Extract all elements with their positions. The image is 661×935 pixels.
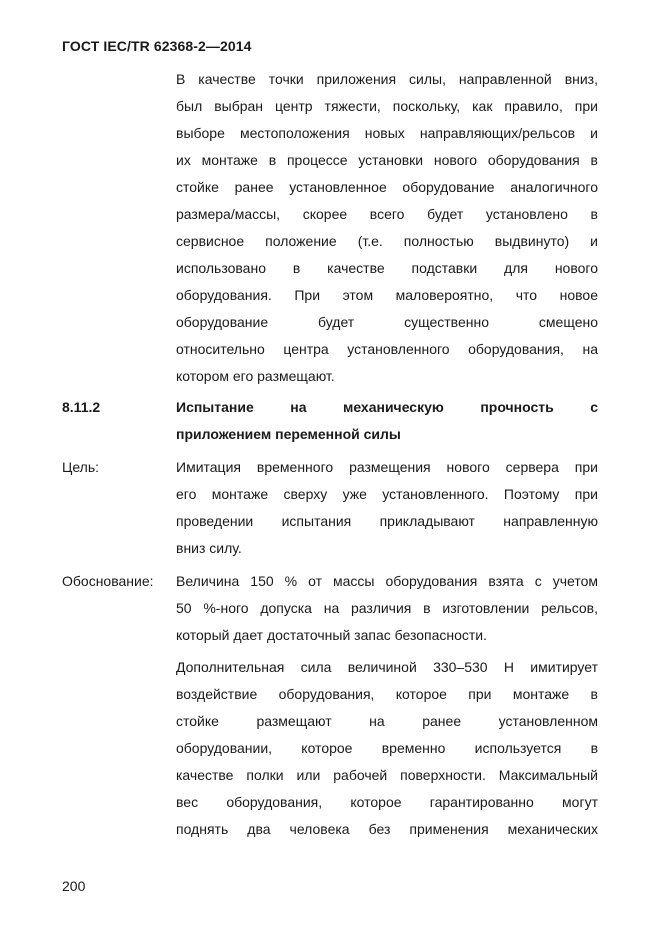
text-line: стойке размещают на ранее установленном [176,713,598,729]
section-title [176,394,598,448]
rationale-text [176,568,598,649]
text-line: был выбран центр тяжести, поскольку, как правило, при [176,98,598,114]
text-line: Величина 150 % от массы оборудования взята с учетом [176,573,598,589]
text-line: стойке ранее установленное оборудование аналогичного [176,179,598,195]
text-line: использовано в качестве подставки для нового [176,260,598,276]
text-line: Дополнительная сила величиной 330–530 Н имитирует [176,659,598,675]
text-line: его монтаже сверху уже установленного. Поэтому при [176,486,598,502]
text-line: сервисное положение (т.е. полностью выдвинуто) и [176,233,598,249]
rationale-label: Обоснование: [62,573,154,589]
section-number: 8.11.2 [62,399,101,415]
section-title-line: приложением переменной силы [176,426,401,442]
text-line: оборудовании, которое временно используется в [176,740,598,756]
text-line: Имитация временного размещения нового сервера при [176,459,598,475]
purpose-text [176,454,598,562]
text-line: поднять два человека без применения механических [176,821,598,837]
text-line: выборе местоположения новых направляющих/рельсов и [176,125,598,141]
text-line: вниз силу. [176,540,242,556]
text-line: относительно центра установленного оборудования, на [176,341,598,357]
text-line: размера/массы, скорее всего будет установлено в [176,206,598,222]
text-line: В качестве точки приложения силы, направленной вниз, [176,71,598,87]
text-line: их монтаже в процессе установки нового оборудования в [176,152,598,168]
text-line: котором его размещают. [176,368,335,384]
text-line: 50 %-ного допуска на различия в изготовлении рельсов, [176,600,598,616]
document-header: ГОСТ IEC/TR 62368-2—2014 [62,38,252,54]
text-line: качестве полки или рабочей поверхности. Максимальный [176,767,598,783]
text-line: вес оборудования, которое гарантированно могут [176,794,598,810]
text-line: воздействие оборудования, которое при монтаже в [176,686,598,702]
intro-paragraph [176,66,598,390]
text-line: который дает достаточный запас безопасности. [176,627,488,643]
text-line: проведении испытания прикладывают направленную [176,513,598,529]
purpose-label: Цель: [62,459,100,475]
text-line: оборудование будет существенно смещено [176,314,598,330]
additional-paragraph [176,654,598,843]
page-number: 200 [62,878,86,894]
text-line: оборудования. При этом маловероятно, что новое [176,287,598,303]
section-title-line: Испытание на механическую прочность с [176,399,598,415]
